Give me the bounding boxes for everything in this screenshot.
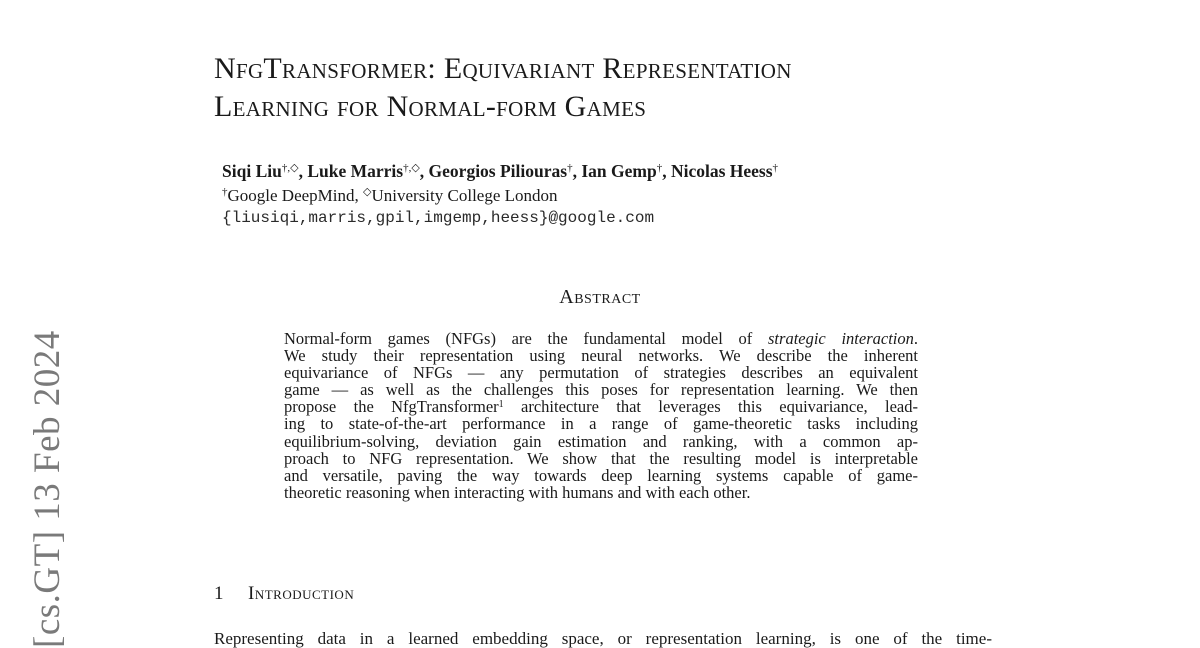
author-name: Georgios Piliouras (428, 161, 568, 181)
abstract-line: We study their representation using neural networks. We describe the inherent (284, 346, 918, 366)
author-name: Nicolas Heess (670, 161, 773, 181)
abstract-body (284, 330, 918, 501)
abstract-text: . (913, 329, 919, 348)
abstract-emphasis: strategic interaction (768, 329, 914, 348)
author-list: Siqi Liu†,◇, Luke Marris†,◇, Georgios Piliouras†, Ian Gemp†, Nicolas Heess† (222, 161, 779, 181)
author-affiliation-mark: †,◇ (281, 162, 299, 174)
abstract-line (284, 398, 918, 415)
affiliation-org: University College London (371, 186, 558, 205)
affiliation-mark: ◇ (363, 186, 372, 198)
abstract-line: equivariance of NFGs — any permutation of strategies describes an equivalent (284, 363, 918, 383)
author-emails: {liusiqi,marris,gpil,imgemp,heess}@google.com (222, 209, 655, 227)
author-affiliation-mark: † (772, 162, 779, 174)
paper-title-line-2: Learning for Normal-form Games (214, 90, 647, 123)
author-name: Luke Marris (307, 161, 404, 181)
abstract-line (284, 330, 918, 347)
author-name: Siqi Liu (222, 161, 282, 181)
author-affiliation-mark: †,◇ (403, 162, 420, 174)
footnote-marker[interactable]: 1 (498, 399, 504, 411)
affiliations (222, 185, 558, 207)
abstract-line: game — as well as the challenges this poses for representation learning. We then (284, 380, 918, 400)
author-affiliation-mark: † (656, 162, 663, 174)
author-affiliation-mark: † (567, 162, 573, 174)
arxiv-sidebar-stamp: [cs.GT] 13 Feb 2024 (27, 330, 68, 648)
abstract-line: ing to state-of-the-art performance in a range of game-theoretic tasks including (284, 414, 918, 434)
abstract-text: propose the NfgTransformer (284, 397, 499, 417)
abstract-heading: Abstract (559, 286, 641, 308)
abstract-line: proach to NFG representation. We show that the resulting model is interpretable (284, 448, 918, 468)
section-heading-introduction (214, 582, 354, 606)
abstract-text: architecture that leverages this equivariance, lead- (503, 397, 918, 417)
author-name: Ian Gemp (581, 161, 657, 181)
abstract-text: Normal-form games (NFGs) are the fundamental model of (284, 329, 769, 348)
paper-title-line-1: NfgTransformer: Equivariant Representation (214, 52, 792, 85)
section-number: 1 (214, 583, 224, 604)
affiliation-org: Google DeepMind, (227, 186, 364, 205)
abstract-line: theoretic reasoning when interacting with humans and with each other. (284, 482, 751, 502)
abstract-line: and versatile, paving the way towards deep learning systems capable of game- (284, 465, 918, 485)
abstract-line: equilibrium-solving, deviation gain estimation and ranking, with a common ap- (284, 431, 918, 451)
affiliation-mark: † (222, 186, 228, 198)
section-title: Introduction (248, 583, 355, 604)
introduction-first-line: Representing data in a learned embedding space, or representation learning, is one of the time- (214, 629, 992, 648)
paper-title (214, 50, 1034, 126)
